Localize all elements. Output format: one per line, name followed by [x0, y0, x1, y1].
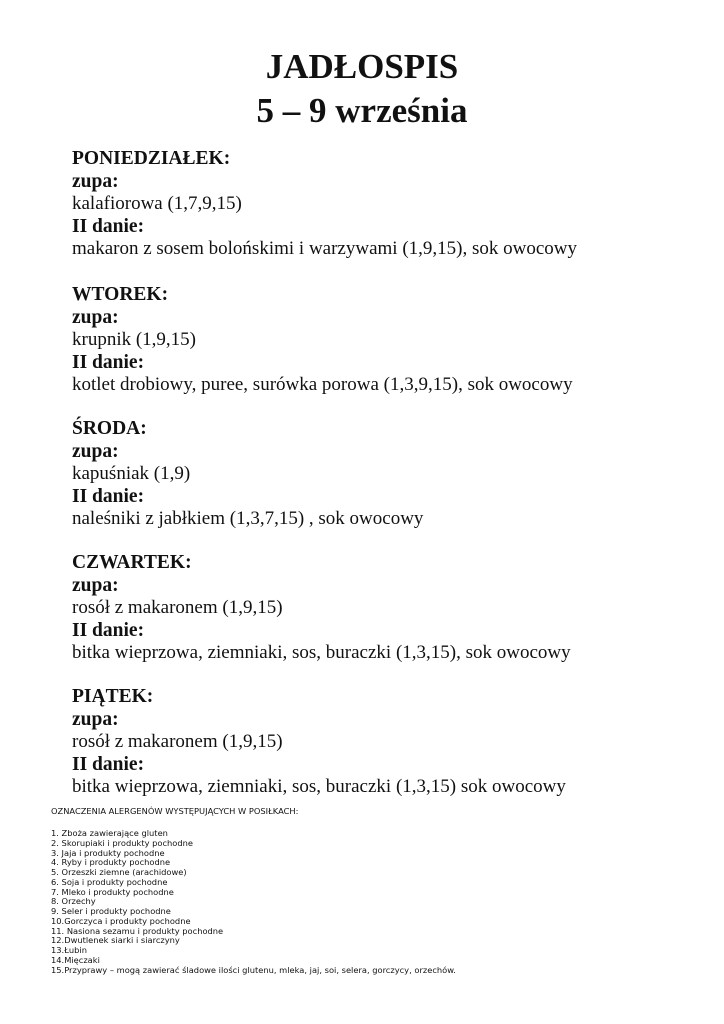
allergen-list	[51, 829, 711, 975]
allergen-item: 8. Orzechy	[51, 896, 96, 907]
soup-label: zupa:	[72, 170, 119, 192]
day-name: CZWARTEK:	[72, 552, 192, 573]
main-course-label: II danie:	[72, 351, 145, 373]
allergen-item: 9. Seler i produkty pochodne	[51, 906, 171, 916]
soup-dish: kapuśniak (1,9)	[72, 463, 191, 484]
day-wednesday	[72, 418, 712, 531]
soup-label: zupa:	[72, 306, 119, 328]
allergen-item: 6. Soja i produkty pochodne	[51, 876, 168, 887]
main-course-label: II danie:	[72, 753, 145, 775]
allergen-item: 4. Ryby i produkty pochodne	[51, 857, 171, 868]
day-friday	[72, 686, 712, 799]
main-course-dish: makaron z sosem bolońskimi i warzywami (1,9,15), sok owocowy	[72, 238, 577, 259]
allergen-item: 1. Zboża zawierające gluten	[51, 828, 168, 838]
soup-dish: kalafiorowa (1,7,9,15)	[72, 193, 242, 214]
soup-label: zupa:	[72, 708, 119, 730]
main-course-dish: kotlet drobiowy, puree, surówka porowa (1,3,9,15), sok owocowy	[72, 374, 573, 395]
day-tuesday	[72, 284, 712, 397]
allergen-legend	[51, 805, 711, 975]
allergen-item: 11. Nasiona sezamu i produkty pochodne	[51, 925, 224, 936]
day-monday	[72, 148, 712, 261]
day-thursday	[72, 552, 712, 665]
soup-dish: rosół z makaronem (1,9,15)	[72, 731, 283, 752]
main-course-label: II danie:	[72, 485, 145, 507]
day-name: ŚRODA:	[72, 418, 147, 439]
allergen-item: 2. Skorupiaki i produkty pochodne	[51, 837, 193, 848]
main-course-dish: naleśniki z jabłkiem (1,3,7,15) , sok owocowy	[72, 508, 424, 529]
document-subtitle: 5 – 9 września	[256, 91, 468, 130]
allergen-item: 3. Jaja i produkty pochodne	[51, 847, 165, 858]
soup-label: zupa:	[72, 440, 119, 462]
allergen-item: 12.Dwutlenek siarki i siarczyny	[51, 935, 180, 946]
allergen-item: 7. Mleko i produkty pochodne	[51, 886, 174, 897]
allergen-item: 10.Gorczyca i produkty pochodne	[51, 915, 191, 926]
main-course-label: II danie:	[72, 215, 145, 237]
day-name: PONIEDZIAŁEK:	[72, 148, 231, 169]
day-name: WTOREK:	[72, 284, 169, 305]
allergen-legend-title: OZNACZENIA ALERGENÓW WYSTĘPUJĄCYCH W POSIŁKACH:	[51, 806, 299, 816]
main-course-dish: bitka wieprzowa, ziemniaki, sos, buraczki (1,3,15) sok owocowy	[72, 776, 566, 797]
allergen-item: 14.Mięczaki	[51, 954, 100, 965]
allergen-item: 15.Przyprawy – mogą zawierać śladowe ilości glutenu, mleka, jaj, soi, selera, gorczycy, orzechów.	[51, 964, 456, 975]
allergen-item: 13.Łubin	[51, 945, 87, 955]
soup-label: zupa:	[72, 574, 119, 596]
allergen-item: 5. Orzeszki ziemne (arachidowe)	[51, 867, 187, 877]
soup-dish: krupnik (1,9,15)	[72, 329, 197, 350]
document-title: JADŁOSPIS	[265, 47, 459, 86]
main-course-label: II danie:	[72, 619, 145, 641]
main-course-dish: bitka wieprzowa, ziemniaki, sos, buraczki (1,3,15), sok owocowy	[72, 642, 571, 663]
day-name: PIĄTEK:	[72, 686, 154, 707]
soup-dish: rosół z makaronem (1,9,15)	[72, 597, 283, 618]
